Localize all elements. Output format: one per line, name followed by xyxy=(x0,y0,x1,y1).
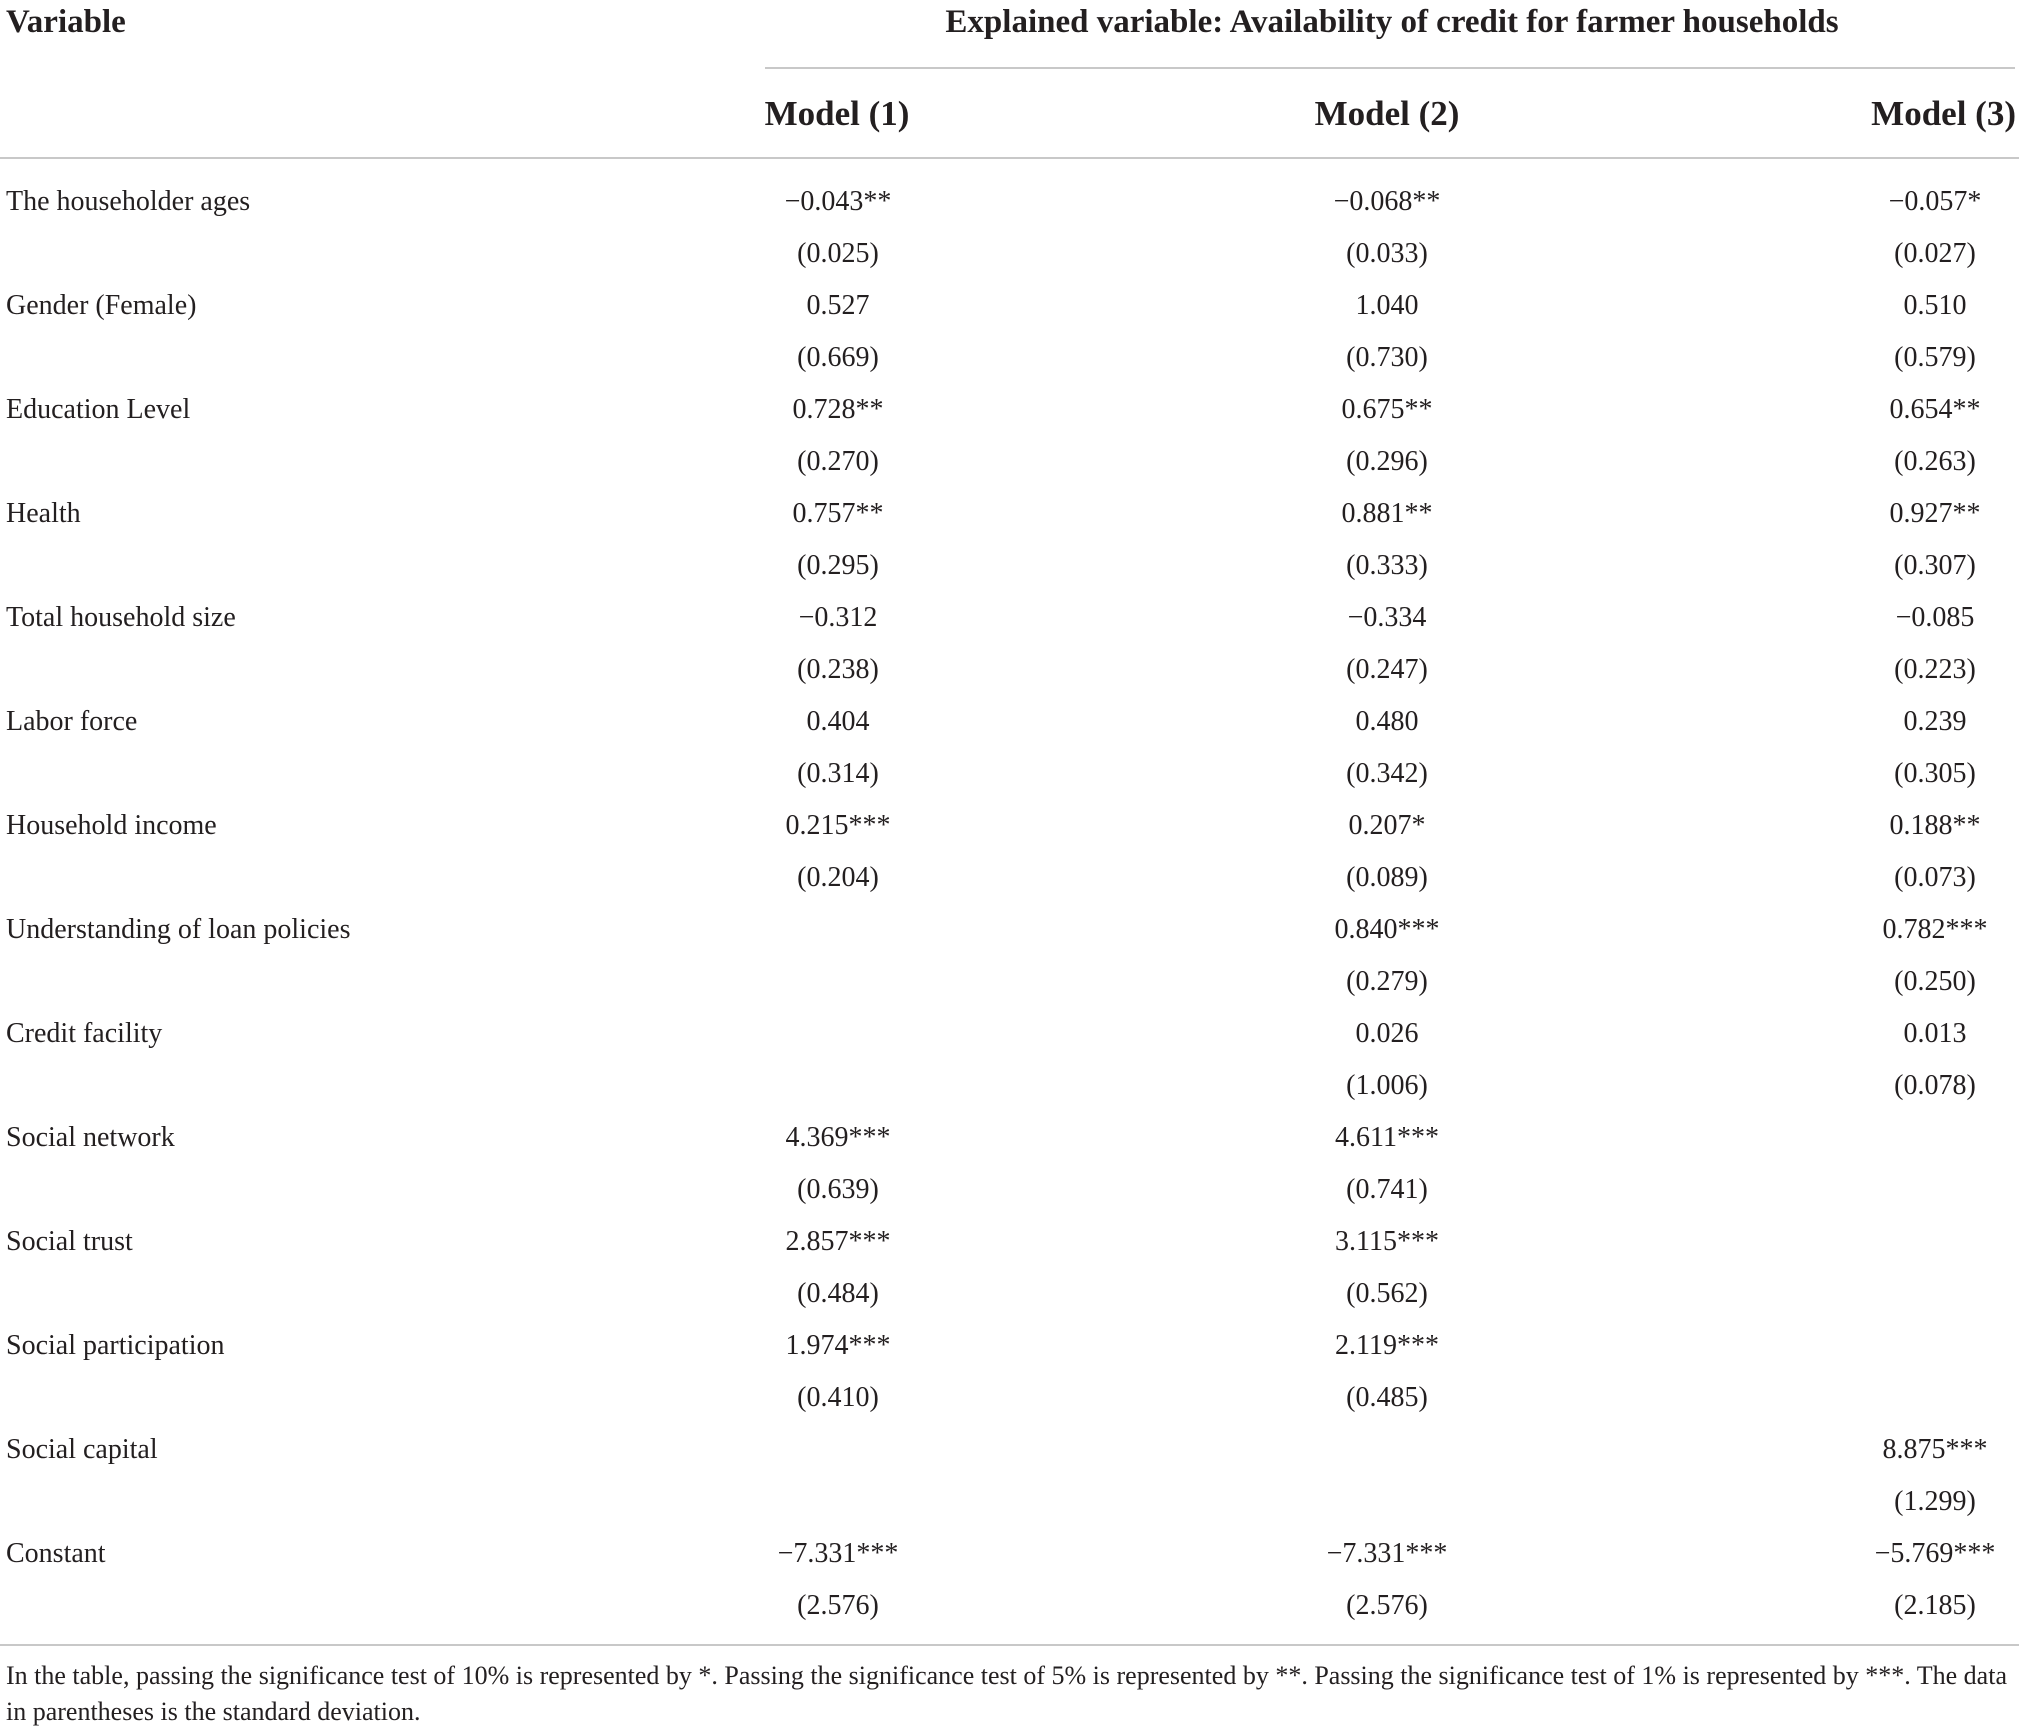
model-3-coefficient: 0.239 xyxy=(1903,706,1967,737)
model-2-std-dev: (0.033) xyxy=(1346,238,1428,269)
model-2-coefficient: 0.480 xyxy=(1355,706,1419,737)
variable-column-header: Variable xyxy=(6,4,126,40)
row-label: Social network xyxy=(6,1122,175,1153)
model-1-std-dev: (0.238) xyxy=(797,654,879,685)
model-1-std-dev: (0.484) xyxy=(797,1278,879,1309)
model-1-coefficient: 2.857*** xyxy=(785,1226,891,1257)
row-label: Household income xyxy=(6,810,217,841)
model-2-std-dev xyxy=(1257,1476,1517,1528)
model-2-coefficient: 2.119*** xyxy=(1335,1330,1439,1361)
row-label: Health xyxy=(6,498,81,529)
table-row xyxy=(0,592,2019,696)
model-2-coefficient: 0.026 xyxy=(1355,1018,1419,1049)
model-1-coefficient: 0.757** xyxy=(792,498,884,529)
table-row xyxy=(0,488,2019,592)
model-3-std-dev: (0.305) xyxy=(1894,758,1976,789)
row-label: The householder ages xyxy=(6,186,251,217)
model-3-std-dev: (0.307) xyxy=(1894,550,1976,581)
header-underline xyxy=(765,67,2015,69)
model-2-std-dev: (0.333) xyxy=(1346,550,1428,581)
model-3-coefficient xyxy=(1805,1320,2019,1372)
model-1-std-dev: (0.295) xyxy=(797,550,879,581)
row-label: Social trust xyxy=(6,1226,133,1257)
model-2-std-dev: (2.576) xyxy=(1346,1590,1428,1621)
model-2-coefficient: 4.611*** xyxy=(1335,1122,1439,1153)
model-2-coefficient xyxy=(1257,1424,1517,1476)
model-2-std-dev: (0.089) xyxy=(1346,862,1428,893)
table-footnote: In the table, passing the significance test of 10% is represented by *. Passing the significance test of 5% is represented by **. Passing the significance test of 1% is represented by ***. The data in parentheses is the standard deviation. xyxy=(6,1661,2007,1726)
row-label: Total household size xyxy=(6,602,236,633)
row-label: Education Level xyxy=(6,394,191,425)
model-3-coefficient: −0.085 xyxy=(1895,602,1975,633)
model-1-coefficient: 0.527 xyxy=(806,290,870,321)
model-3-std-dev: (0.073) xyxy=(1894,862,1976,893)
model-3-std-dev: (0.027) xyxy=(1894,238,1976,269)
model-1-std-dev: (2.576) xyxy=(797,1590,879,1621)
model-2-coefficient: 3.115*** xyxy=(1335,1226,1439,1257)
model-2-std-dev: (0.730) xyxy=(1346,342,1428,373)
model-1-std-dev: (0.204) xyxy=(797,862,879,893)
model-2-std-dev: (0.562) xyxy=(1346,1278,1428,1309)
model-2-std-dev: (0.741) xyxy=(1346,1174,1428,1205)
model-2-coefficient: 0.881** xyxy=(1341,498,1433,529)
row-label: Credit facility xyxy=(6,1018,163,1049)
model-1-coefficient xyxy=(708,1008,968,1060)
model-1-std-dev xyxy=(708,1060,968,1112)
model-3-coefficient: 0.013 xyxy=(1903,1018,1967,1049)
model-1-std-dev: (0.314) xyxy=(797,758,879,789)
model-2-std-dev: (0.342) xyxy=(1346,758,1428,789)
model-3-std-dev: (0.223) xyxy=(1894,654,1976,685)
model-2-coefficient: 0.840*** xyxy=(1334,914,1440,945)
table-row xyxy=(0,1424,2019,1528)
model-1-coefficient: 0.215*** xyxy=(785,810,891,841)
model-3-header: Model (3) xyxy=(1871,94,2016,133)
explained-variable-header: Explained variable: Availability of credit for farmer households xyxy=(945,4,1839,40)
model-2-coefficient: −7.331*** xyxy=(1326,1538,1448,1569)
model-2-coefficient: 0.207* xyxy=(1348,810,1426,841)
model-3-std-dev: (0.263) xyxy=(1894,446,1976,477)
model-3-std-dev: (0.078) xyxy=(1894,1070,1976,1101)
model-3-std-dev: (0.250) xyxy=(1894,966,1976,997)
model-2-std-dev: (1.006) xyxy=(1346,1070,1428,1101)
model-1-coefficient: 0.404 xyxy=(806,706,870,737)
model-1-std-dev: (0.669) xyxy=(797,342,879,373)
model-2-std-dev: (0.485) xyxy=(1346,1382,1428,1413)
row-label: Labor force xyxy=(6,706,138,737)
model-2-coefficient: 0.675** xyxy=(1341,394,1433,425)
model-3-std-dev: (0.579) xyxy=(1894,342,1976,373)
model-2-coefficient: −0.068** xyxy=(1333,186,1441,217)
model-3-coefficient: 0.927** xyxy=(1889,498,1981,529)
model-2-coefficient: −0.334 xyxy=(1347,602,1427,633)
table-row xyxy=(0,384,2019,488)
model-3-coefficient: −0.057* xyxy=(1888,186,1982,217)
table-row xyxy=(0,1528,2019,1632)
table-bottom-rule xyxy=(0,1644,2019,1646)
table-row xyxy=(0,280,2019,384)
model-3-coefficient: 0.782*** xyxy=(1882,914,1988,945)
model-2-std-dev: (0.279) xyxy=(1346,966,1428,997)
row-label: Constant xyxy=(6,1538,106,1569)
table-row xyxy=(0,1112,2019,1216)
model-1-std-dev xyxy=(708,956,968,1008)
model-2-coefficient: 1.040 xyxy=(1355,290,1419,321)
table-row xyxy=(0,1216,2019,1320)
model-1-std-dev: (0.410) xyxy=(797,1382,879,1413)
model-1-coefficient: −0.043** xyxy=(784,186,892,217)
model-3-coefficient: 0.510 xyxy=(1903,290,1967,321)
header-rule xyxy=(0,157,2019,159)
model-1-header: Model (1) xyxy=(764,94,910,133)
table-row xyxy=(0,696,2019,800)
model-3-coefficient xyxy=(1805,1112,2019,1164)
model-2-std-dev: (0.296) xyxy=(1346,446,1428,477)
table-row xyxy=(0,904,2019,1008)
model-1-coefficient xyxy=(708,1424,968,1476)
row-label: Understanding of loan policies xyxy=(6,914,351,945)
model-1-coefficient: 4.369*** xyxy=(785,1122,891,1153)
model-3-coefficient xyxy=(1805,1216,2019,1268)
model-3-std-dev xyxy=(1805,1268,2019,1320)
model-3-std-dev: (1.299) xyxy=(1894,1486,1976,1517)
model-1-std-dev xyxy=(708,1476,968,1528)
model-3-std-dev xyxy=(1805,1164,2019,1216)
model-2-std-dev: (0.247) xyxy=(1346,654,1428,685)
model-1-coefficient xyxy=(708,904,968,956)
row-label: Social capital xyxy=(6,1434,158,1465)
model-3-coefficient: 0.654** xyxy=(1889,394,1981,425)
model-1-std-dev: (0.639) xyxy=(797,1174,879,1205)
table-row xyxy=(0,800,2019,904)
model-1-coefficient: 0.728** xyxy=(792,394,884,425)
model-1-std-dev: (0.025) xyxy=(797,238,879,269)
table-row xyxy=(0,1008,2019,1112)
model-3-std-dev xyxy=(1805,1372,2019,1424)
model-2-header: Model (2) xyxy=(1314,94,1460,133)
model-3-coefficient: 8.875*** xyxy=(1882,1434,1988,1465)
table-row xyxy=(0,176,2019,280)
model-1-std-dev: (0.270) xyxy=(797,446,879,477)
model-1-coefficient: −7.331*** xyxy=(777,1538,899,1569)
row-label: Gender (Female) xyxy=(6,290,197,321)
model-3-coefficient: 0.188** xyxy=(1889,810,1981,841)
table-row xyxy=(0,1320,2019,1424)
model-3-std-dev: (2.185) xyxy=(1894,1590,1976,1621)
row-label: Social participation xyxy=(6,1330,225,1361)
model-3-coefficient: −5.769*** xyxy=(1874,1538,1996,1569)
model-1-coefficient: −0.312 xyxy=(798,602,878,633)
model-1-coefficient: 1.974*** xyxy=(785,1330,891,1361)
